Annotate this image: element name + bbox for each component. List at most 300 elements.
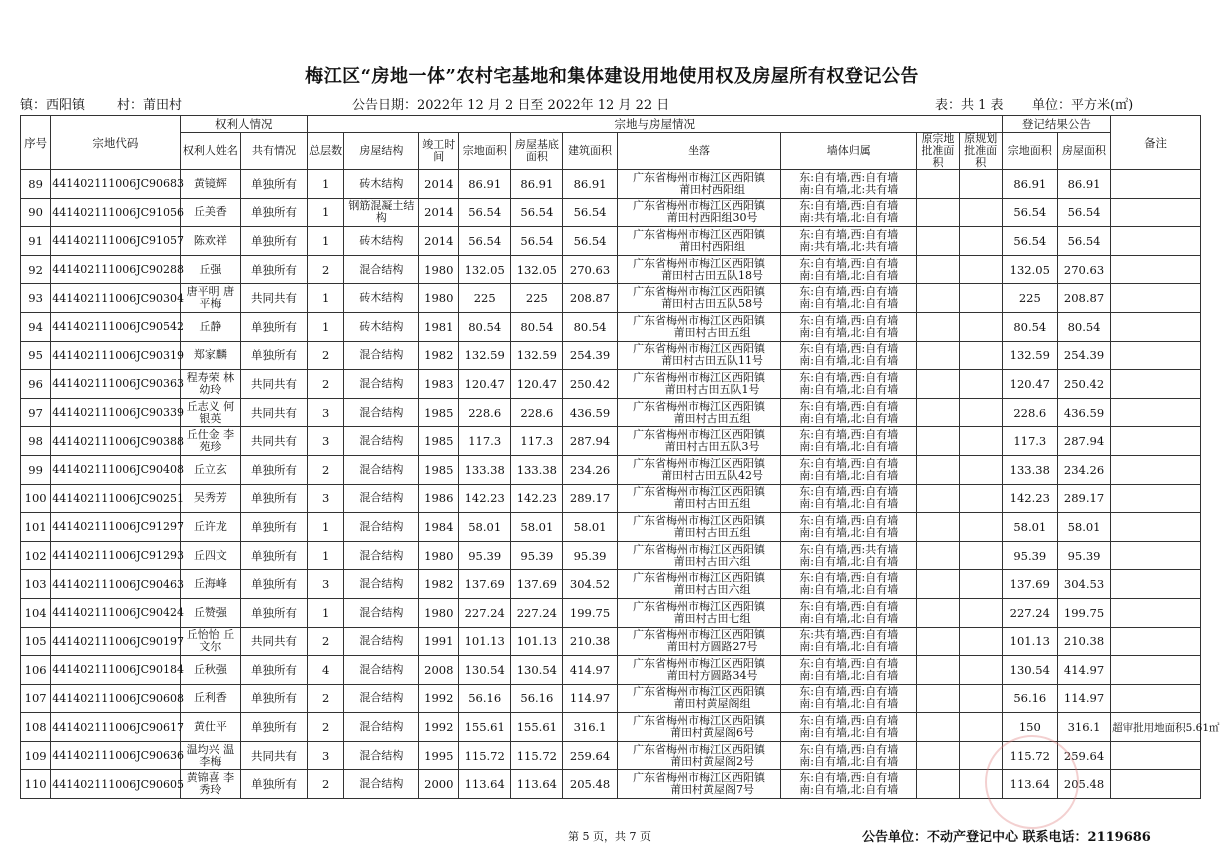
location-line-2: 莆田村西阳组 xyxy=(679,239,746,253)
cell-result-house: 80.54 xyxy=(1057,312,1110,341)
announcement-date: 公告日期：2022年 12 月 2 日至 2022年 12 月 22 日 xyxy=(352,98,670,113)
location-line-2: 莆田村黄屋阁2号 xyxy=(670,754,755,768)
cell-owner: 丘仕金 李苑珍 xyxy=(180,427,241,456)
cell-code: 441402111006JC90608 xyxy=(51,684,180,713)
cell-build-area: 205.48 xyxy=(563,770,617,799)
cell-orig-plan xyxy=(959,370,1002,399)
header-result-land: 宗地面积 xyxy=(1002,133,1057,170)
cell-wall xyxy=(781,255,917,284)
cell-seq: 104 xyxy=(21,598,51,627)
wall-line-1: 东:自有墙,西:自有墙 xyxy=(799,285,899,299)
table-row xyxy=(21,627,1201,656)
location-line-2: 莆田村古田五队3号 xyxy=(664,440,760,454)
cell-orig-approved xyxy=(917,284,960,313)
location-line-1: 广东省梅州市梅江区西阳镇 xyxy=(633,285,766,299)
cell-owner: 丘立玄 xyxy=(180,455,241,484)
cell-build-area: 250.42 xyxy=(563,370,617,399)
cell-build-area: 208.87 xyxy=(563,284,617,313)
cell-share: 单独所有 xyxy=(241,455,308,484)
header-result-house: 房屋面积 xyxy=(1057,133,1110,170)
wall-line-1: 东:自有墙,西:自有墙 xyxy=(799,370,899,384)
cell-floors: 2 xyxy=(307,713,344,742)
header-orig-plan: 原规划批准面积 xyxy=(959,133,1002,170)
cell-result-house: 304.53 xyxy=(1057,570,1110,599)
cell-location xyxy=(617,513,781,542)
location-line-2: 莆田村方圆路27号 xyxy=(666,640,758,654)
cell-result-house: 205.48 xyxy=(1057,770,1110,799)
cell-location xyxy=(617,741,781,770)
table-row xyxy=(21,170,1201,199)
cell-orig-plan xyxy=(959,627,1002,656)
wall-line-1: 东:自有墙,西:自有墙 xyxy=(799,256,899,270)
cell-structure: 混合结构 xyxy=(344,656,419,685)
cell-build-area: 199.75 xyxy=(563,598,617,627)
cell-floors: 2 xyxy=(307,341,344,370)
table-row xyxy=(21,427,1201,456)
cell-orig-plan xyxy=(959,198,1002,227)
cell-land-area: 101.13 xyxy=(459,627,511,656)
cell-owner: 陈欢祥 xyxy=(180,227,241,256)
cell-land-area: 58.01 xyxy=(459,513,511,542)
cell-wall xyxy=(781,627,917,656)
cell-wall xyxy=(781,341,917,370)
location-line-1: 广东省梅州市梅江区西阳镇 xyxy=(633,628,766,642)
cell-location xyxy=(617,684,781,713)
wall-line-1: 东:自有墙,西:共有墙 xyxy=(799,542,899,556)
cell-share: 单独所有 xyxy=(241,598,308,627)
cell-build-area: 56.54 xyxy=(563,198,617,227)
cell-base-area: 58.01 xyxy=(511,513,563,542)
header-wall: 墙体归属 xyxy=(781,133,917,170)
cell-code: 441402111006JC90617 xyxy=(51,713,180,742)
cell-base-area: 225 xyxy=(511,284,563,313)
cell-share: 共同共有 xyxy=(241,370,308,399)
cell-result-house: 287.94 xyxy=(1057,427,1110,456)
cell-wall xyxy=(781,570,917,599)
cell-year: 2008 xyxy=(419,656,459,685)
location-line-2: 莆田村古田五队1号 xyxy=(664,382,760,396)
location-line-1: 广东省梅州市梅江区西阳镇 xyxy=(633,656,766,670)
location-line-1: 广东省梅州市梅江区西阳镇 xyxy=(633,199,766,213)
cell-note xyxy=(1111,684,1201,713)
cell-base-area: 142.23 xyxy=(511,484,563,513)
cell-structure: 砖木结构 xyxy=(344,312,419,341)
cell-land-area: 80.54 xyxy=(459,312,511,341)
cell-land-area: 86.91 xyxy=(459,170,511,199)
wall-line-2: 南:自有墙,北:自有墙 xyxy=(799,497,899,511)
cell-structure: 混合结构 xyxy=(344,627,419,656)
cell-structure: 混合结构 xyxy=(344,484,419,513)
header-result-group: 登记结果公告 xyxy=(1002,116,1110,133)
cell-code: 441402111006JC90339 xyxy=(51,398,180,427)
cell-result-land: 56.54 xyxy=(1002,227,1057,256)
cell-land-area: 137.69 xyxy=(459,570,511,599)
cell-floors: 1 xyxy=(307,170,344,199)
cell-build-area: 270.63 xyxy=(563,255,617,284)
cell-land-area: 115.72 xyxy=(459,741,511,770)
table-row xyxy=(21,284,1201,313)
cell-seq: 107 xyxy=(21,684,51,713)
location-line-1: 广东省梅州市梅江区西阳镇 xyxy=(633,313,766,327)
cell-code: 441402111006JC90408 xyxy=(51,455,180,484)
cell-note xyxy=(1111,427,1201,456)
cell-result-land: 86.91 xyxy=(1002,170,1057,199)
cell-share: 单独所有 xyxy=(241,656,308,685)
cell-note: 超审批用地面积5.61㎡ xyxy=(1111,713,1201,742)
cell-note xyxy=(1111,513,1201,542)
cell-share: 共同共有 xyxy=(241,398,308,427)
wall-line-1: 东:自有墙,西:自有墙 xyxy=(799,513,899,527)
cell-year: 2000 xyxy=(419,770,459,799)
cell-orig-plan xyxy=(959,398,1002,427)
header-owner: 权利人姓名 xyxy=(180,133,241,170)
cell-orig-approved xyxy=(917,770,960,799)
cell-base-area: 227.24 xyxy=(511,598,563,627)
cell-result-house: 58.01 xyxy=(1057,513,1110,542)
cell-base-area: 130.54 xyxy=(511,656,563,685)
cell-share: 单独所有 xyxy=(241,713,308,742)
cell-base-area: 56.16 xyxy=(511,684,563,713)
cell-wall xyxy=(781,541,917,570)
wall-line-1: 东:自有墙,西:自有墙 xyxy=(799,571,899,585)
cell-result-land: 113.64 xyxy=(1002,770,1057,799)
cell-base-area: 228.6 xyxy=(511,398,563,427)
header-land-group: 宗地与房屋情况 xyxy=(307,116,1002,133)
wall-line-2: 南:自有墙,北:自有墙 xyxy=(799,668,899,682)
cell-location xyxy=(617,398,781,427)
cell-structure: 混合结构 xyxy=(344,541,419,570)
cell-code: 441402111006JC90319 xyxy=(51,341,180,370)
sheet-count: 表：共 1 表 xyxy=(935,98,1004,113)
header-note: 备注 xyxy=(1111,116,1201,170)
wall-line-1: 东:自有墙,西:自有墙 xyxy=(799,428,899,442)
cell-land-area: 227.24 xyxy=(459,598,511,627)
cell-result-land: 80.54 xyxy=(1002,312,1057,341)
cell-orig-plan xyxy=(959,541,1002,570)
cell-orig-approved xyxy=(917,198,960,227)
cell-owner: 丘利香 xyxy=(180,684,241,713)
location-line-2: 莆田村古田五队58号 xyxy=(661,297,764,311)
cell-location xyxy=(617,570,781,599)
cell-floors: 3 xyxy=(307,484,344,513)
table-row xyxy=(21,598,1201,627)
cell-wall xyxy=(781,741,917,770)
cell-result-land: 130.54 xyxy=(1002,656,1057,685)
cell-location xyxy=(617,713,781,742)
wall-line-1: 东:共有墙,西:自有墙 xyxy=(799,628,899,642)
cell-share: 单独所有 xyxy=(241,570,308,599)
cell-owner: 黄镜辉 xyxy=(180,170,241,199)
location-line-1: 广东省梅州市梅江区西阳镇 xyxy=(633,771,766,785)
cell-wall xyxy=(781,455,917,484)
cell-year: 1992 xyxy=(419,684,459,713)
table-row xyxy=(21,255,1201,284)
cell-code: 441402111006JC90288 xyxy=(51,255,180,284)
cell-floors: 1 xyxy=(307,227,344,256)
cell-base-area: 115.72 xyxy=(511,741,563,770)
cell-build-area: 316.1 xyxy=(563,713,617,742)
cell-build-area: 259.64 xyxy=(563,741,617,770)
cell-owner: 丘静 xyxy=(180,312,241,341)
table-row xyxy=(21,656,1201,685)
location-line-1: 广东省梅州市梅江区西阳镇 xyxy=(633,714,766,728)
cell-code: 441402111006JC91297 xyxy=(51,513,180,542)
cell-wall xyxy=(781,198,917,227)
cell-base-area: 132.05 xyxy=(511,255,563,284)
cell-base-area: 155.61 xyxy=(511,713,563,742)
wall-line-1: 东:自有墙,西:自有墙 xyxy=(799,742,899,756)
cell-note xyxy=(1111,227,1201,256)
table-row xyxy=(21,341,1201,370)
cell-land-area: 56.16 xyxy=(459,684,511,713)
cell-orig-approved xyxy=(917,598,960,627)
cell-note xyxy=(1111,455,1201,484)
cell-build-area: 114.97 xyxy=(563,684,617,713)
cell-share: 单独所有 xyxy=(241,770,308,799)
location-line-2: 莆田村古田五组 xyxy=(673,525,751,539)
cell-location xyxy=(617,598,781,627)
location-line-2: 莆田村方圆路34号 xyxy=(666,668,758,682)
cell-seq: 98 xyxy=(21,427,51,456)
cell-note xyxy=(1111,741,1201,770)
wall-line-1: 东:自有墙,西:自有墙 xyxy=(799,714,899,728)
cell-code: 441402111006JC90363 xyxy=(51,370,180,399)
location-line-1: 广东省梅州市梅江区西阳镇 xyxy=(633,513,766,527)
cell-share: 共同共有 xyxy=(241,741,308,770)
cell-wall xyxy=(781,370,917,399)
cell-orig-approved xyxy=(917,484,960,513)
cell-seq: 108 xyxy=(21,713,51,742)
cell-land-area: 132.05 xyxy=(459,255,511,284)
wall-line-2: 南:自有墙,北:自有墙 xyxy=(799,354,899,368)
cell-land-area: 113.64 xyxy=(459,770,511,799)
wall-line-2: 南:自有墙,北:自有墙 xyxy=(799,640,899,654)
cell-floors: 2 xyxy=(307,370,344,399)
cell-result-land: 58.01 xyxy=(1002,513,1057,542)
cell-result-land: 95.39 xyxy=(1002,541,1057,570)
cell-structure: 混合结构 xyxy=(344,255,419,284)
cell-location xyxy=(617,312,781,341)
cell-year: 1983 xyxy=(419,370,459,399)
wall-line-2: 南:自有墙,北:自有墙 xyxy=(799,268,899,282)
cell-land-area: 56.54 xyxy=(459,227,511,256)
cell-structure: 混合结构 xyxy=(344,598,419,627)
wall-line-1: 东:自有墙,西:自有墙 xyxy=(799,771,899,785)
cell-floors: 2 xyxy=(307,255,344,284)
publisher-contact: 公告单位：不动产登记中心 联系电话：2119686 xyxy=(862,830,1151,845)
cell-seq: 105 xyxy=(21,627,51,656)
page-number: 第 5 页，共 7 页 xyxy=(568,830,651,843)
cell-result-land: 56.16 xyxy=(1002,684,1057,713)
registration-table xyxy=(20,115,1220,799)
header-year: 竣工时间 xyxy=(419,133,459,170)
cell-orig-plan xyxy=(959,427,1002,456)
cell-wall xyxy=(781,598,917,627)
cell-floors: 1 xyxy=(307,598,344,627)
cell-wall xyxy=(781,284,917,313)
cell-note xyxy=(1111,284,1201,313)
header-share: 共有情况 xyxy=(241,133,308,170)
cell-result-house: 210.38 xyxy=(1057,627,1110,656)
cell-code: 441402111006JC90197 xyxy=(51,627,180,656)
wall-line-2: 南:自有墙,北:自有墙 xyxy=(799,325,899,339)
header-seq: 序号 xyxy=(21,116,51,170)
cell-structure: 混合结构 xyxy=(344,770,419,799)
wall-line-1: 东:自有墙,西:自有墙 xyxy=(799,227,899,241)
location-line-2: 莆田村古田五队18号 xyxy=(661,268,764,282)
location-line-2: 莆田村黄屋阁7号 xyxy=(670,783,755,797)
cell-build-area: 414.97 xyxy=(563,656,617,685)
cell-orig-plan xyxy=(959,656,1002,685)
table-row xyxy=(21,198,1201,227)
cell-seq: 97 xyxy=(21,398,51,427)
cell-year: 1980 xyxy=(419,255,459,284)
cell-base-area: 56.54 xyxy=(511,227,563,256)
cell-location xyxy=(617,627,781,656)
wall-line-2: 南:共有墙,北:自有墙 xyxy=(799,211,899,225)
cell-code: 441402111006JC90683 xyxy=(51,170,180,199)
wall-line-2: 南:自有墙,北:自有墙 xyxy=(799,297,899,311)
cell-seq: 106 xyxy=(21,656,51,685)
header-build-area: 建筑面积 xyxy=(563,133,617,170)
cell-owner: 丘赞强 xyxy=(180,598,241,627)
cell-floors: 1 xyxy=(307,541,344,570)
cell-owner: 郑家麟 xyxy=(180,341,241,370)
location-line-2: 莆田村黄屋阁6号 xyxy=(670,726,755,740)
cell-build-area: 254.39 xyxy=(563,341,617,370)
cell-code: 441402111006JC90542 xyxy=(51,312,180,341)
header-structure: 房屋结构 xyxy=(344,133,419,170)
cell-year: 1982 xyxy=(419,570,459,599)
cell-orig-plan xyxy=(959,598,1002,627)
cell-note xyxy=(1111,598,1201,627)
wall-line-2: 南:自有墙,北:自有墙 xyxy=(799,411,899,425)
cell-result-house: 199.75 xyxy=(1057,598,1110,627)
cell-land-area: 120.47 xyxy=(459,370,511,399)
cell-share: 共同共有 xyxy=(241,427,308,456)
location-line-1: 广东省梅州市梅江区西阳镇 xyxy=(633,227,766,241)
cell-result-house: 270.63 xyxy=(1057,255,1110,284)
cell-wall xyxy=(781,713,917,742)
cell-location xyxy=(617,455,781,484)
cell-structure: 混合结构 xyxy=(344,513,419,542)
cell-wall xyxy=(781,427,917,456)
cell-code: 441402111006JC90251 xyxy=(51,484,180,513)
table-row xyxy=(21,570,1201,599)
cell-share: 共同共有 xyxy=(241,627,308,656)
cell-code: 441402111006JC91057 xyxy=(51,227,180,256)
cell-result-land: 115.72 xyxy=(1002,741,1057,770)
cell-note xyxy=(1111,570,1201,599)
cell-wall xyxy=(781,312,917,341)
cell-land-area: 132.59 xyxy=(459,341,511,370)
cell-note xyxy=(1111,370,1201,399)
table-row xyxy=(21,312,1201,341)
cell-build-area: 95.39 xyxy=(563,541,617,570)
cell-base-area: 80.54 xyxy=(511,312,563,341)
cell-result-house: 95.39 xyxy=(1057,541,1110,570)
cell-note xyxy=(1111,170,1201,199)
cell-note xyxy=(1111,484,1201,513)
wall-line-2: 南:共有墙,北:共有墙 xyxy=(799,239,899,253)
cell-orig-approved xyxy=(917,341,960,370)
location-line-1: 广东省梅州市梅江区西阳镇 xyxy=(633,399,766,413)
cell-wall xyxy=(781,656,917,685)
header-code: 宗地代码 xyxy=(51,116,180,170)
cell-orig-approved xyxy=(917,656,960,685)
cell-land-area: 117.3 xyxy=(459,427,511,456)
cell-orig-plan xyxy=(959,570,1002,599)
cell-seq: 100 xyxy=(21,484,51,513)
table-row xyxy=(21,684,1201,713)
cell-location xyxy=(617,341,781,370)
wall-line-1: 东:自有墙,西:自有墙 xyxy=(799,342,899,356)
table-row xyxy=(21,455,1201,484)
cell-seq: 101 xyxy=(21,513,51,542)
cell-result-land: 120.47 xyxy=(1002,370,1057,399)
table-row xyxy=(21,227,1201,256)
header-land-area: 宗地面积 xyxy=(459,133,511,170)
location-line-2: 莆田村黄屋阁组 xyxy=(673,697,751,711)
cell-seq: 102 xyxy=(21,541,51,570)
cell-share: 单独所有 xyxy=(241,484,308,513)
cell-orig-plan xyxy=(959,284,1002,313)
location-line-2: 莆田村古田五队42号 xyxy=(661,468,764,482)
cell-build-area: 210.38 xyxy=(563,627,617,656)
cell-base-area: 95.39 xyxy=(511,541,563,570)
location-line-1: 广东省梅州市梅江区西阳镇 xyxy=(633,170,766,184)
cell-code: 441402111006JC90636 xyxy=(51,741,180,770)
cell-owner: 吴秀芳 xyxy=(180,484,241,513)
cell-wall xyxy=(781,684,917,713)
cell-wall xyxy=(781,170,917,199)
cell-base-area: 120.47 xyxy=(511,370,563,399)
cell-location xyxy=(617,198,781,227)
cell-orig-plan xyxy=(959,484,1002,513)
cell-location xyxy=(617,484,781,513)
cell-result-land: 137.69 xyxy=(1002,570,1057,599)
location-line-2: 莆田村古田五组 xyxy=(673,325,751,339)
location-line-1: 广东省梅州市梅江区西阳镇 xyxy=(633,342,766,356)
cell-owner: 丘许龙 xyxy=(180,513,241,542)
wall-line-2: 南:自有墙,北:自有墙 xyxy=(799,583,899,597)
cell-year: 1992 xyxy=(419,713,459,742)
cell-base-area: 113.64 xyxy=(511,770,563,799)
cell-year: 1985 xyxy=(419,455,459,484)
cell-location xyxy=(617,370,781,399)
cell-note xyxy=(1111,656,1201,685)
cell-owner: 唐平明 唐平梅 xyxy=(180,284,241,313)
cell-floors: 2 xyxy=(307,770,344,799)
cell-seq: 110 xyxy=(21,770,51,799)
location-line-1: 广东省梅州市梅江区西阳镇 xyxy=(633,456,766,470)
cell-base-area: 132.59 xyxy=(511,341,563,370)
wall-line-1: 东:自有墙,西:自有墙 xyxy=(799,170,899,184)
cell-result-house: 250.42 xyxy=(1057,370,1110,399)
location-line-1: 广东省梅州市梅江区西阳镇 xyxy=(633,599,766,613)
cell-share: 单独所有 xyxy=(241,341,308,370)
cell-result-land: 56.54 xyxy=(1002,198,1057,227)
location-line-1: 广东省梅州市梅江区西阳镇 xyxy=(633,485,766,499)
cell-share: 单独所有 xyxy=(241,541,308,570)
location-line-1: 广东省梅州市梅江区西阳镇 xyxy=(633,742,766,756)
cell-year: 1984 xyxy=(419,513,459,542)
cell-note xyxy=(1111,198,1201,227)
cell-land-area: 225 xyxy=(459,284,511,313)
cell-seq: 91 xyxy=(21,227,51,256)
cell-seq: 94 xyxy=(21,312,51,341)
cell-orig-plan xyxy=(959,770,1002,799)
